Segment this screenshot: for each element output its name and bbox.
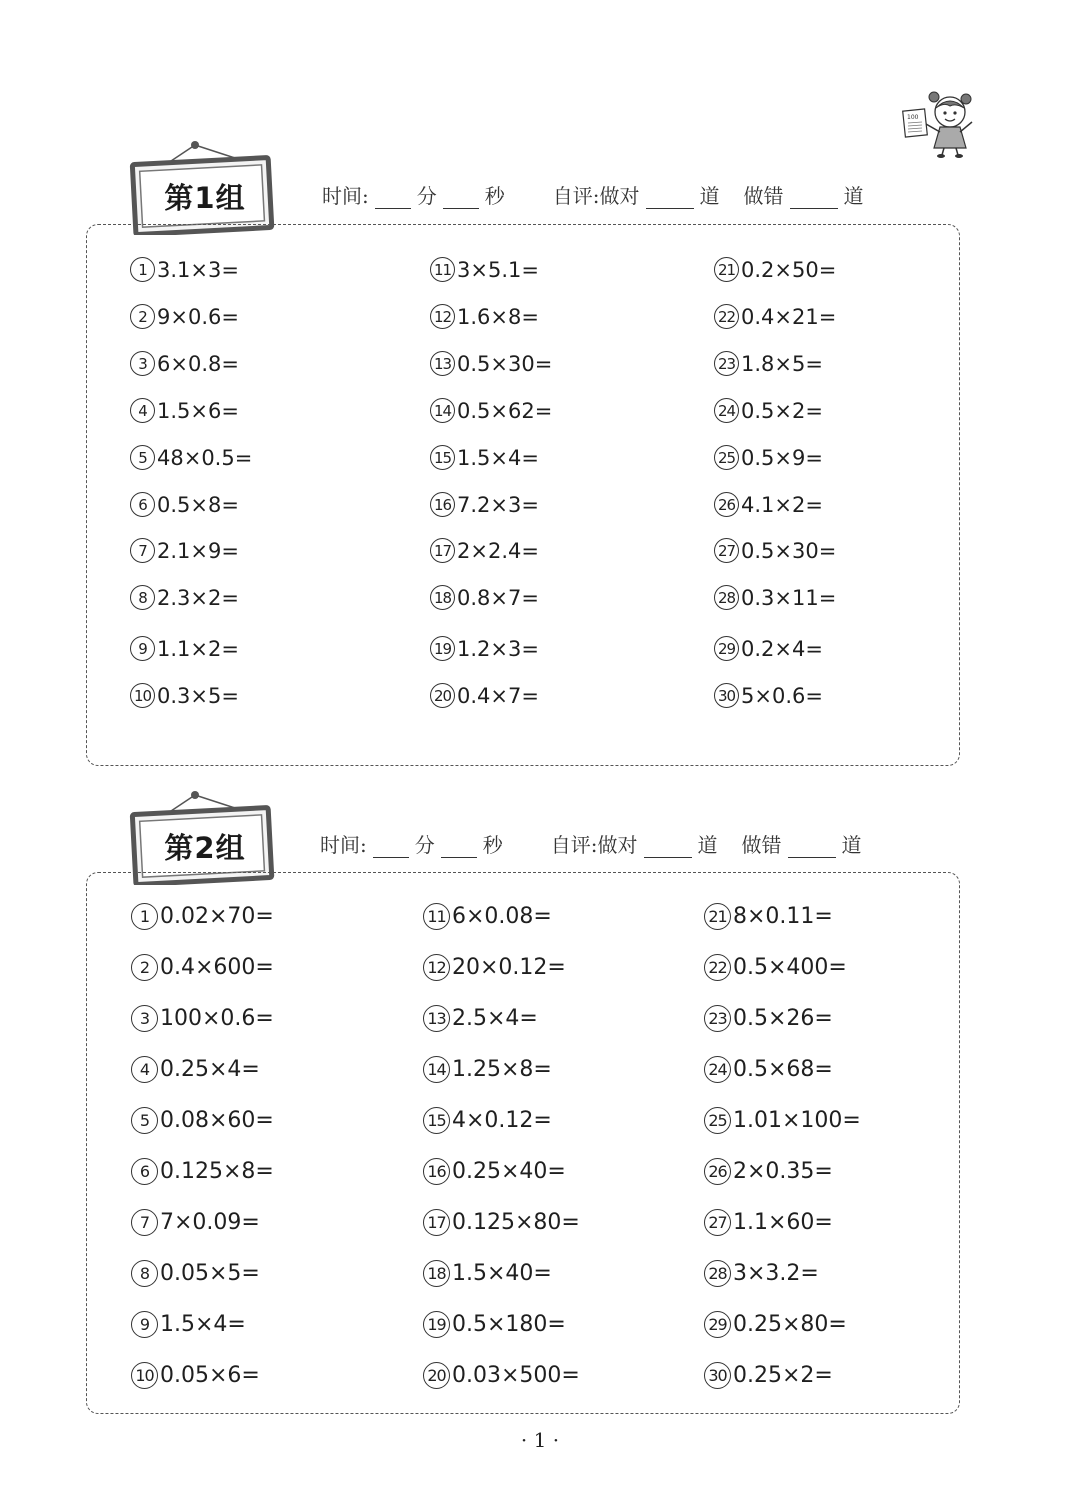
- problem-number: 28: [704, 1260, 731, 1287]
- problem-expression: 0.05×6=: [160, 1363, 260, 1388]
- problem-number: 11: [423, 903, 450, 930]
- problem-number: 13: [430, 351, 455, 376]
- problem-expression: 0.5×62=: [457, 398, 553, 423]
- problem-item: [131, 954, 274, 981]
- problem-expression: 0.4×21=: [741, 304, 837, 329]
- problem-expression: 1.5×4=: [160, 1312, 246, 1337]
- problem-item: [704, 903, 833, 930]
- problem-expression: 0.125×80=: [452, 1210, 580, 1235]
- problem-expression: 1.2×3=: [457, 636, 539, 661]
- correct-unit: 道: [697, 833, 718, 857]
- problem-expression: 0.5×26=: [733, 1006, 833, 1031]
- problem-expression: 3.1×3=: [157, 257, 239, 282]
- problem-item: [423, 1209, 580, 1236]
- problem-item: [704, 1209, 833, 1236]
- problem-number: 1: [131, 903, 158, 930]
- problem-expression: 1.5×6=: [157, 398, 239, 423]
- problem-expression: 6×0.08=: [452, 904, 552, 929]
- problem-number: 3: [130, 351, 155, 376]
- problem-number: 20: [423, 1362, 450, 1389]
- wrong-count-blank[interactable]: [788, 839, 836, 858]
- wrong-unit: 道: [843, 184, 864, 208]
- problem-expression: 1.1×60=: [733, 1210, 833, 1235]
- problem-expression: 20×0.12=: [452, 955, 566, 980]
- problem-number: 10: [130, 683, 155, 708]
- problem-item: [131, 1107, 274, 1134]
- problem-expression: 2.1×9=: [157, 538, 239, 563]
- time-label: 时间:: [320, 833, 367, 857]
- correct-unit: 道: [699, 184, 720, 208]
- problem-expression: 2×2.4=: [457, 538, 539, 563]
- group-2-title: 第2组: [164, 831, 246, 865]
- problem-expression: 0.2×4=: [741, 636, 823, 661]
- problem-expression: 0.5×180=: [452, 1312, 566, 1337]
- problem-item: [704, 1362, 833, 1389]
- problem-expression: 8×0.11=: [733, 904, 833, 929]
- problem-expression: 0.2×50=: [741, 257, 837, 282]
- problem-expression: 1.5×4=: [457, 445, 539, 470]
- problem-expression: 0.8×7=: [457, 585, 539, 610]
- problem-number: 21: [714, 257, 739, 282]
- self-eval-label: 自评:做对: [550, 833, 638, 857]
- problem-item: [704, 954, 847, 981]
- problem-number: 25: [704, 1107, 731, 1134]
- problem-item: [704, 1056, 833, 1083]
- wrong-label: 做错: [743, 184, 784, 208]
- time-label: 时间:: [322, 184, 369, 208]
- problem-number: 7: [131, 1209, 158, 1236]
- problem-expression: 3×5.1=: [457, 257, 539, 282]
- problem-number: 24: [704, 1056, 731, 1083]
- problem-expression: 0.3×11=: [741, 585, 837, 610]
- problem-expression: 1.1×2=: [157, 636, 239, 661]
- problem-expression: 1.6×8=: [457, 304, 539, 329]
- problem-expression: 6×0.8=: [157, 351, 239, 376]
- minute-unit: 分: [414, 833, 435, 857]
- problem-expression: 0.5×400=: [733, 955, 847, 980]
- problem-number: 19: [423, 1311, 450, 1338]
- problem-number: 22: [704, 954, 731, 981]
- problem-number: 15: [423, 1107, 450, 1134]
- problem-expression: 0.5×30=: [741, 538, 837, 563]
- problem-expression: 0.5×9=: [741, 445, 823, 470]
- problem-expression: 0.02×70=: [160, 904, 274, 929]
- problem-expression: 0.08×60=: [160, 1108, 274, 1133]
- problem-number: 22: [714, 304, 739, 329]
- problem-number: 30: [714, 683, 739, 708]
- problem-expression: 1.01×100=: [733, 1108, 861, 1133]
- problem-number: 30: [704, 1362, 731, 1389]
- problem-number: 26: [714, 492, 739, 517]
- problem-number: 14: [430, 398, 455, 423]
- problem-expression: 1.5×40=: [452, 1261, 552, 1286]
- problem-expression: 0.5×30=: [457, 351, 553, 376]
- problem-item: [423, 1158, 566, 1185]
- problem-item: [423, 1311, 566, 1338]
- problem-number: 17: [430, 538, 455, 563]
- minutes-blank[interactable]: [373, 839, 409, 858]
- problem-item: [423, 903, 552, 930]
- wrong-label: 做错: [741, 833, 782, 857]
- problem-number: 5: [131, 1107, 158, 1134]
- problem-number: 27: [714, 538, 739, 563]
- problem-expression: 0.5×68=: [733, 1057, 833, 1082]
- problem-expression: 4.1×2=: [741, 492, 823, 517]
- problem-number: 2: [130, 304, 155, 329]
- problem-number: 12: [430, 304, 455, 329]
- problem-number: 17: [423, 1209, 450, 1236]
- page-number: · 1 ·: [520, 1428, 560, 1452]
- problem-item: [131, 1260, 260, 1287]
- problem-expression: 5×0.6=: [741, 683, 823, 708]
- problem-number: 14: [423, 1056, 450, 1083]
- problem-item: [423, 954, 566, 981]
- problem-item: [131, 1158, 274, 1185]
- problem-number: 29: [714, 636, 739, 661]
- problem-expression: 0.05×5=: [160, 1261, 260, 1286]
- second-unit: 秒: [482, 833, 503, 857]
- problem-item: [131, 1056, 260, 1083]
- problem-number: 13: [423, 1005, 450, 1032]
- problem-number: 21: [704, 903, 731, 930]
- problem-expression: 0.03×500=: [452, 1363, 580, 1388]
- problem-number: 16: [430, 492, 455, 517]
- problem-number: 15: [430, 445, 455, 470]
- mascot-sign-text: 100: [907, 114, 919, 121]
- wrong-unit: 道: [841, 833, 862, 857]
- problem-number: 11: [430, 257, 455, 282]
- problem-expression: 0.25×40=: [452, 1159, 566, 1184]
- problem-number: 23: [714, 351, 739, 376]
- problem-number: 20: [430, 683, 455, 708]
- problem-number: 2: [131, 954, 158, 981]
- seconds-blank[interactable]: [441, 839, 477, 858]
- problem-item: [131, 903, 274, 930]
- problem-number: 29: [704, 1311, 731, 1338]
- problem-number: 3: [131, 1005, 158, 1032]
- problem-number: 19: [430, 636, 455, 661]
- problem-expression: 7×0.09=: [160, 1210, 260, 1235]
- problem-expression: 0.25×4=: [160, 1057, 260, 1082]
- problem-item: [423, 1260, 552, 1287]
- group-1-title: 第1组: [164, 181, 246, 215]
- problem-expression: 4×0.12=: [452, 1108, 552, 1133]
- problem-number: 8: [130, 585, 155, 610]
- problem-expression: 9×0.6=: [157, 304, 239, 329]
- problem-number: 27: [704, 1209, 731, 1236]
- problem-item: [704, 1311, 847, 1338]
- problem-expression: 0.4×600=: [160, 955, 274, 980]
- problem-expression: 2.5×4=: [452, 1006, 538, 1031]
- problem-item: [704, 1005, 833, 1032]
- problem-expression: 0.125×8=: [160, 1159, 274, 1184]
- problem-expression: 2×0.35=: [733, 1159, 833, 1184]
- problem-number: 16: [423, 1158, 450, 1185]
- problem-expression: 0.5×8=: [157, 492, 239, 517]
- group-2-header: [320, 829, 940, 859]
- problem-number: 4: [131, 1056, 158, 1083]
- problem-item: [131, 1311, 246, 1338]
- problem-number: 18: [430, 585, 455, 610]
- problem-number: 6: [131, 1158, 158, 1185]
- problem-item: [131, 1209, 260, 1236]
- problem-item: [423, 1005, 538, 1032]
- problem-number: 26: [704, 1158, 731, 1185]
- problem-number: 10: [131, 1362, 158, 1389]
- problem-item: [704, 1260, 819, 1287]
- problem-number: 9: [130, 636, 155, 661]
- problem-expression: 0.5×2=: [741, 398, 823, 423]
- problem-item: [704, 1107, 861, 1134]
- problem-expression: 1.8×5=: [741, 351, 823, 376]
- problem-expression: 3×3.2=: [733, 1261, 819, 1286]
- self-eval-label: 自评:做对: [552, 184, 640, 208]
- problem-item: [704, 1158, 833, 1185]
- problem-expression: 2.3×2=: [157, 585, 239, 610]
- problem-item: [423, 1056, 552, 1083]
- problem-expression: 1.25×8=: [452, 1057, 552, 1082]
- problem-number: 28: [714, 585, 739, 610]
- problem-expression: 0.3×5=: [157, 683, 239, 708]
- minute-unit: 分: [416, 184, 437, 208]
- problem-number: 5: [130, 445, 155, 470]
- problem-number: 18: [423, 1260, 450, 1287]
- problem-number: 7: [130, 538, 155, 563]
- problem-number: 6: [130, 492, 155, 517]
- problem-number: 9: [131, 1311, 158, 1338]
- problem-item: [131, 1362, 260, 1389]
- problem-expression: 100×0.6=: [160, 1006, 274, 1031]
- second-unit: 秒: [484, 184, 505, 208]
- problem-number: 23: [704, 1005, 731, 1032]
- problem-expression: 0.25×80=: [733, 1312, 847, 1337]
- problem-expression: 0.4×7=: [457, 683, 539, 708]
- problem-number: 1: [130, 257, 155, 282]
- problem-item: [423, 1362, 580, 1389]
- correct-count-blank[interactable]: [644, 839, 692, 858]
- problem-item: [423, 1107, 552, 1134]
- problem-number: 8: [131, 1260, 158, 1287]
- problem-item: [131, 1005, 274, 1032]
- problem-expression: 7.2×3=: [457, 492, 539, 517]
- problem-expression: 0.25×2=: [733, 1363, 833, 1388]
- problem-number: 25: [714, 445, 739, 470]
- problem-expression: 48×0.5=: [157, 445, 253, 470]
- problem-number: 12: [423, 954, 450, 981]
- problem-number: 24: [714, 398, 739, 423]
- problem-number: 4: [130, 398, 155, 423]
